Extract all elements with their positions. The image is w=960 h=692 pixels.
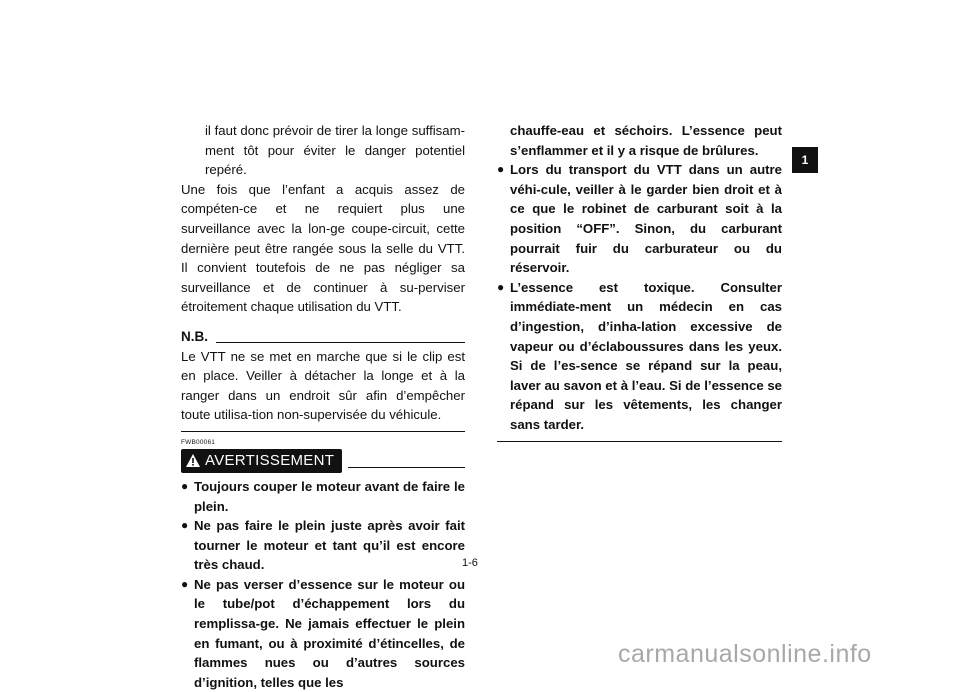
bullet-icon: ● — [181, 478, 189, 493]
warning-label: AVERTISSEMENT — [205, 452, 335, 470]
list-item: ● Toujours couper le moteur avant de faire le plein. — [181, 478, 465, 514]
bullet-icon: ● — [497, 279, 505, 294]
warning-end-rule — [497, 441, 782, 442]
continuation-text: chauffe-eau et séchoirs. L’essence peut s’enflammer et il y a risque de brûlures. — [510, 123, 782, 158]
warning-rule — [348, 467, 465, 468]
warning-triangle-icon — [185, 453, 201, 468]
body-paragraph: Une fois que l’enfant a acquis assez de compéten-ce et ne requiert plus une surveillance avec la lon-ge coupe-circuit, cette dernière peut être rangée sous la selle du VTT. Il convient toutefois de ne pas négliger sa surveillance et de continuer à su-perviser étroitement chaque utilisation du VTT. — [181, 181, 465, 315]
note-rule — [216, 342, 465, 343]
left-column — [181, 121, 465, 692]
watermark: carmanualsonline.info — [618, 640, 872, 668]
list-item: ● Ne pas verser d’essence sur le moteur ou le tube/pot d’échappement lors du remplissa-ge. Ne jamais effectuer le plein en fumant, ou à proximité d’étincelles, de flammes nues ou d’autres sources d’ignition, telles que les — [181, 576, 465, 690]
list-item: ● Ne pas faire le plein juste après avoir fait tourner le moteur et tant qu’il est encore très chaud. — [181, 518, 465, 573]
list-item: ● Lors du transport du VTT dans un autre véhi-cule, veiller à le garder bien droit et à ce que le robinet de carburant soit à la position “OFF”. Sinon, du carburant pourrait fuir du carburateur ou du réservoir. — [497, 162, 782, 276]
note-end-rule — [181, 431, 465, 432]
intro-paragraph: il faut donc prévoir de tirer la longe suffisam-ment tôt pour éviter le danger potentiel repéré. — [205, 123, 465, 178]
warning-code: FWB00061 — [181, 438, 216, 446]
bullet-icon: ● — [181, 518, 189, 533]
chapter-tab: 1 — [792, 147, 818, 173]
list-item: ● L’essence est toxique. Consulter immédiate-ment un médecin en cas d’ingestion, d’inha-lation excessive de vapeur ou d’éclaboussures dans les yeux. Si de l’es-sence se répand sur la peau, laver au savon et à l’eau. Si de l’essence se répand sur les vêtements, les changer sans tarder. — [497, 279, 782, 432]
bullet-icon: ● — [181, 576, 189, 591]
warning-header — [181, 449, 465, 473]
right-column — [497, 121, 782, 442]
warning-list-right — [497, 160, 782, 434]
bullet-icon: ● — [497, 162, 505, 177]
note-header — [181, 327, 465, 347]
warning-list-left — [181, 477, 465, 692]
note-label: N.B. — [181, 328, 208, 344]
warning-badge — [181, 449, 342, 473]
note-text: Le VTT ne se met en marche que si le clip est en place. Veiller à détacher la longe et à la ranger dans un endroit sûr afin d’empêcher toute utilisa-tion non-supervisée du véhicule. — [181, 348, 465, 423]
page-number: 1-6 — [462, 557, 478, 569]
